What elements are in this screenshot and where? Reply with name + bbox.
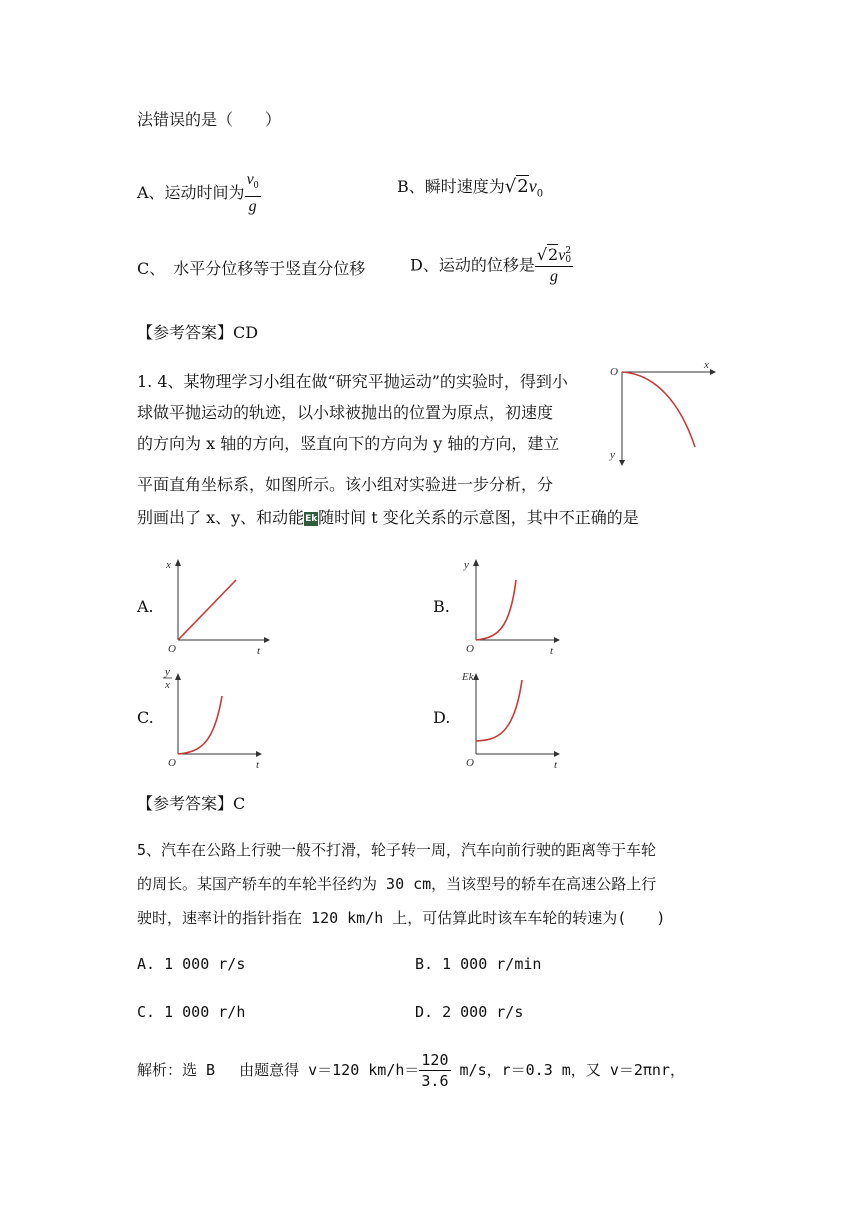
q5-line-3: 驶时，速率计的指针指在 120 km/h 上，可估算此时该车车轮的转速为( ): [137, 909, 666, 927]
q4-line-2: 球做平抛运动的轨迹，以小球被抛出的位置为原点，初速度: [137, 403, 554, 422]
graph-a: [160, 558, 270, 658]
option-b: [397, 176, 543, 205]
graph-b-y-label: y: [464, 559, 469, 571]
q5-line-1: 5、汽车在公路上行驶一般不打滑，轮子转一周，汽车向前行驶的距离等于车轮: [137, 841, 657, 859]
option-d-fraction: √2v 2 0 g: [536, 245, 572, 285]
trajectory-x-label: x: [704, 359, 709, 371]
option-b-label: B、瞬时速度为: [397, 177, 505, 196]
question-stem-tail: 法错误的是（ ）: [137, 110, 282, 129]
trajectory-figure: [600, 359, 720, 472]
q5-solution: 解析：选 B 由题意得 v＝120 km/h＝ $\frac{120}{3.6}$ m/s，r＝0.3 m，又 v＝2πnr，: [137, 1051, 685, 1090]
graph-b-x-label: t: [550, 645, 554, 657]
kinetic-energy-symbol-icon: Ek: [305, 513, 318, 524]
graph-d-origin: O: [466, 757, 474, 769]
graph-c-y-label-den: x: [165, 679, 170, 691]
q4-line-4: 平面直角坐标系，如图所示。该小组对实验进一步分析，分: [137, 475, 554, 494]
graph-b-label: B.: [433, 597, 450, 616]
graph-d-y-label: Ek: [462, 671, 474, 683]
option-b-expression: $√2v_0$: [504, 176, 544, 200]
option-a-fraction: $\frac{v_0}{g}$: [246, 171, 259, 216]
graph-c: [160, 666, 270, 772]
graph-a-y-label: x: [166, 559, 171, 571]
graph-d: [458, 666, 568, 772]
graph-b: [458, 558, 568, 658]
graph-c-y-label-num: y: [165, 666, 170, 678]
graph-a-origin: O: [168, 643, 176, 655]
graph-b-origin: O: [466, 643, 474, 655]
option-a-label: A、运动时间为: [137, 183, 245, 203]
q4-line-5: 别画出了 x、y、和动能Ek随时间 t 变化关系的示意图，其中不正确的是: [137, 508, 639, 527]
q5-solution-fraction: $\frac{120}{3.6}$: [421, 1051, 449, 1090]
trajectory-y-label: y: [610, 449, 615, 461]
option-a: [137, 170, 261, 217]
graph-c-label: C.: [137, 708, 154, 727]
graph-d-label: D.: [433, 708, 451, 727]
graph-d-x-label: t: [554, 759, 558, 771]
q5-option-b: B. 1 000 r/min: [415, 955, 542, 973]
answer-q4: 【参考答案】C: [137, 794, 246, 813]
graph-a-label: A.: [137, 597, 154, 616]
q5-option-c: C. 1 000 r/h: [137, 1003, 246, 1021]
graph-c-origin: O: [168, 757, 176, 769]
q5-option-d: D. 2 000 r/s: [415, 1003, 524, 1021]
answer-prev: 【参考答案】CD: [137, 323, 259, 342]
trajectory-origin-label: O: [610, 366, 618, 378]
q4-line-3: 的方向为 x 轴的方向，竖直向下的方向为 y 轴的方向，建立: [137, 434, 560, 453]
option-d: [410, 245, 573, 287]
q4-line-1: 1. 4、某物理学习小组在做“研究平抛运动”的实验时，得到小: [137, 372, 568, 391]
option-d-label: D、运动的位移是: [410, 255, 535, 275]
graph-a-x-label: t: [257, 645, 261, 657]
graph-c-x-label: t: [256, 759, 260, 771]
q5-option-a: A. 1 000 r/s: [137, 955, 246, 973]
option-c: C、 水平分位移等于竖直分位移: [137, 259, 366, 278]
q5-line-2: 的周长。某国产轿车的车轮半径约为 30 cm，当该型号的轿车在高速公路上行: [137, 875, 657, 893]
